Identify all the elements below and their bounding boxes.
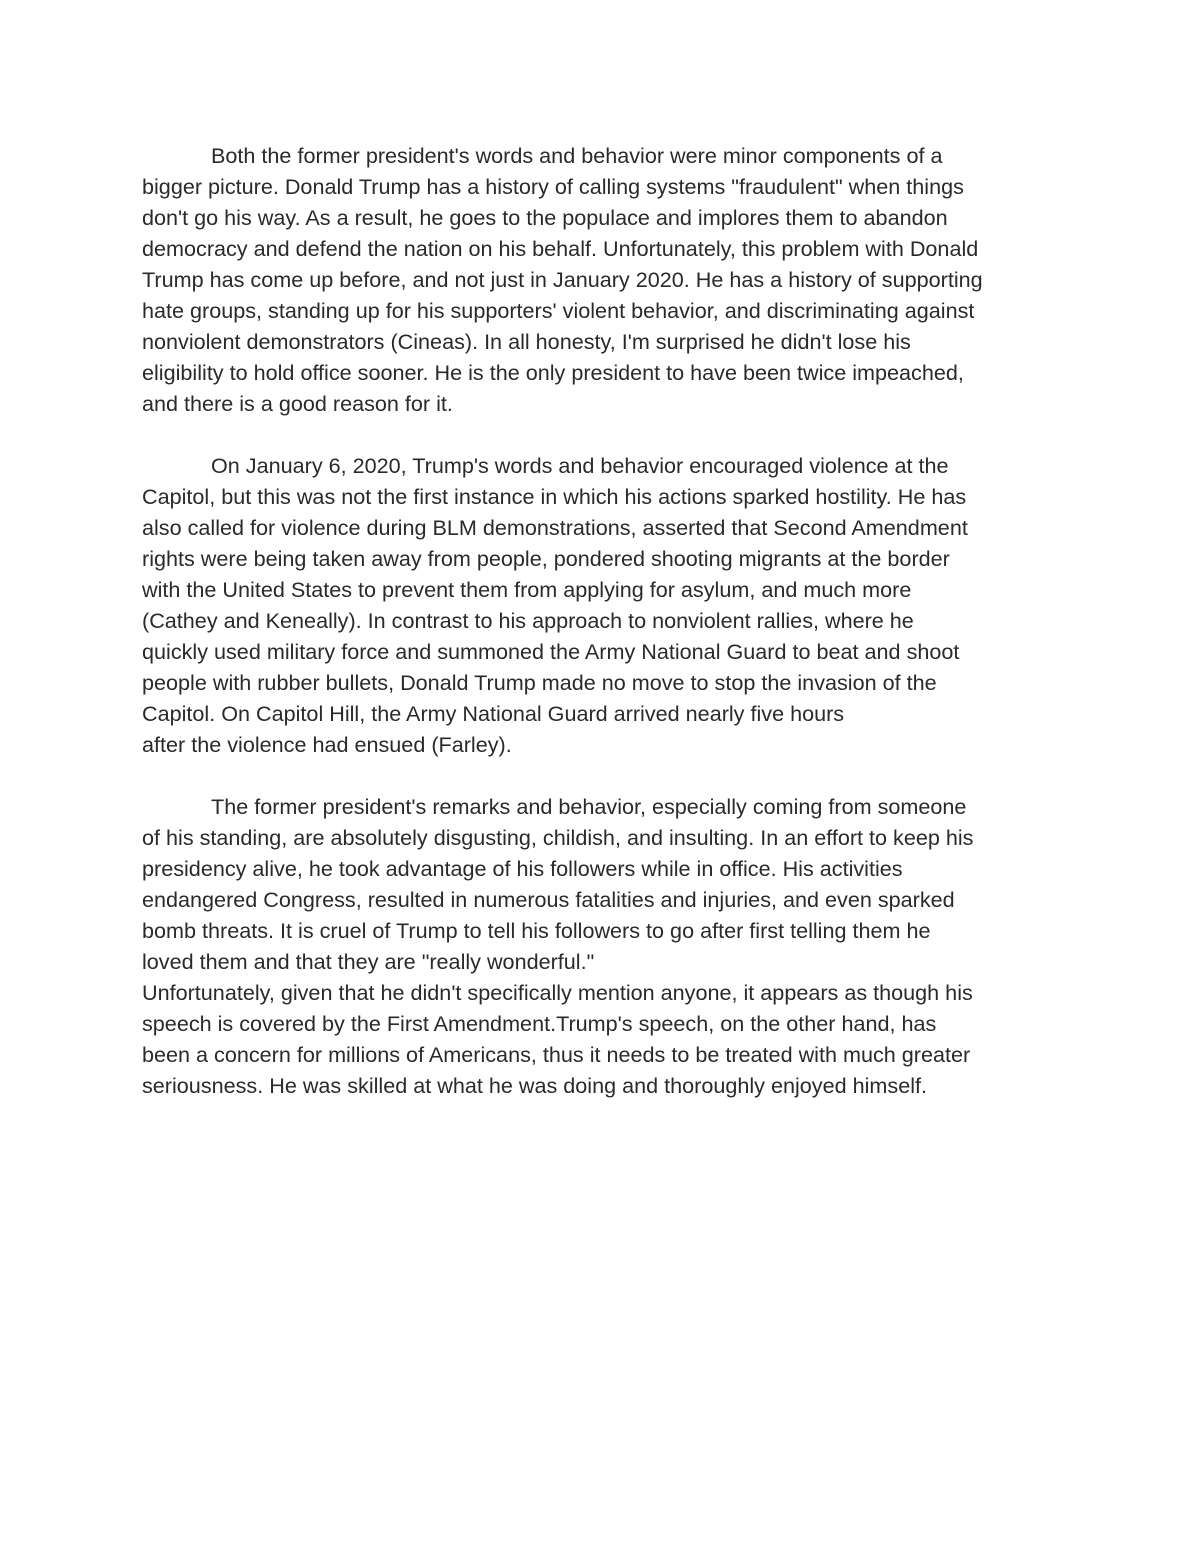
paragraph-line: with the United States to prevent them from applying for asylum, and much more — [142, 577, 912, 602]
paragraph-line: Unfortunately, given that he didn't specifically mention anyone, it appears as though his — [142, 980, 973, 1005]
paragraph-1 — [142, 140, 1072, 419]
paragraph-line: nonviolent demonstrators (Cineas). In all honesty, I'm surprised he didn't lose his — [142, 329, 911, 354]
paragraph-line: quickly used military force and summoned the Army National Guard to beat and shoot — [142, 639, 960, 664]
paragraph-line: seriousness. He was skilled at what he was doing and thoroughly enjoyed himself. — [142, 1073, 928, 1098]
paragraph-line: people with rubber bullets, Donald Trump made no move to stop the invasion of the — [142, 670, 937, 695]
paragraph-line: also called for violence during BLM demonstrations, asserted that Second Amendment — [142, 515, 968, 540]
paragraph-line: loved them and that they are "really wonderful." — [142, 949, 595, 974]
paragraph-2 — [142, 450, 1072, 760]
paragraph-line: don't go his way. As a result, he goes to the populace and implores them to abandon — [142, 205, 948, 230]
paragraph-3 — [142, 791, 1072, 1101]
paragraph-spacer — [142, 760, 1072, 791]
paragraph-line: On January 6, 2020, Trump's words and behavior encouraged violence at the — [211, 453, 949, 478]
paragraph-line: speech is covered by the First Amendment.Trump's speech, on the other hand, has — [142, 1011, 937, 1036]
paragraph-line: hate groups, standing up for his supporters' violent behavior, and discriminating against — [142, 298, 975, 323]
paragraph-line: Capitol, but this was not the first instance in which his actions sparked hostility. He has — [142, 484, 967, 509]
paragraph-line: been a concern for millions of Americans, thus it needs to be treated with much greater — [142, 1042, 971, 1067]
paragraph-line: The former president's remarks and behavior, especially coming from someone — [211, 794, 967, 819]
paragraph-line: bigger picture. Donald Trump has a history of calling systems "fraudulent" when things — [142, 174, 964, 199]
paragraph-line: Capitol. On Capitol Hill, the Army National Guard arrived nearly five hours — [142, 701, 845, 726]
document-body — [142, 140, 1072, 1101]
paragraph-line: presidency alive, he took advantage of his followers while in office. His activities — [142, 856, 903, 881]
paragraph-line: and there is a good reason for it. — [142, 391, 453, 416]
paragraph-line: Both the former president's words and behavior were minor components of a — [211, 143, 943, 168]
paragraph-line: eligibility to hold office sooner. He is the only president to have been twice impeached, — [142, 360, 964, 385]
paragraph-line: after the violence had ensued (Farley). — [142, 732, 512, 757]
paragraph-line: (Cathey and Keneally). In contrast to his approach to nonviolent rallies, where he — [142, 608, 914, 633]
paragraph-line: Trump has come up before, and not just in January 2020. He has a history of supporting — [142, 267, 983, 292]
paragraph-line: rights were being taken away from people, pondered shooting migrants at the border — [142, 546, 950, 571]
paragraph-line: democracy and defend the nation on his behalf. Unfortunately, this problem with Donald — [142, 236, 979, 261]
paragraph-line: of his standing, are absolutely disgusting, childish, and insulting. In an effort to keep his — [142, 825, 974, 850]
paragraph-line: bomb threats. It is cruel of Trump to tell his followers to go after first telling them he — [142, 918, 931, 943]
paragraph-spacer — [142, 419, 1072, 450]
paragraph-line: endangered Congress, resulted in numerous fatalities and injuries, and even sparked — [142, 887, 955, 912]
